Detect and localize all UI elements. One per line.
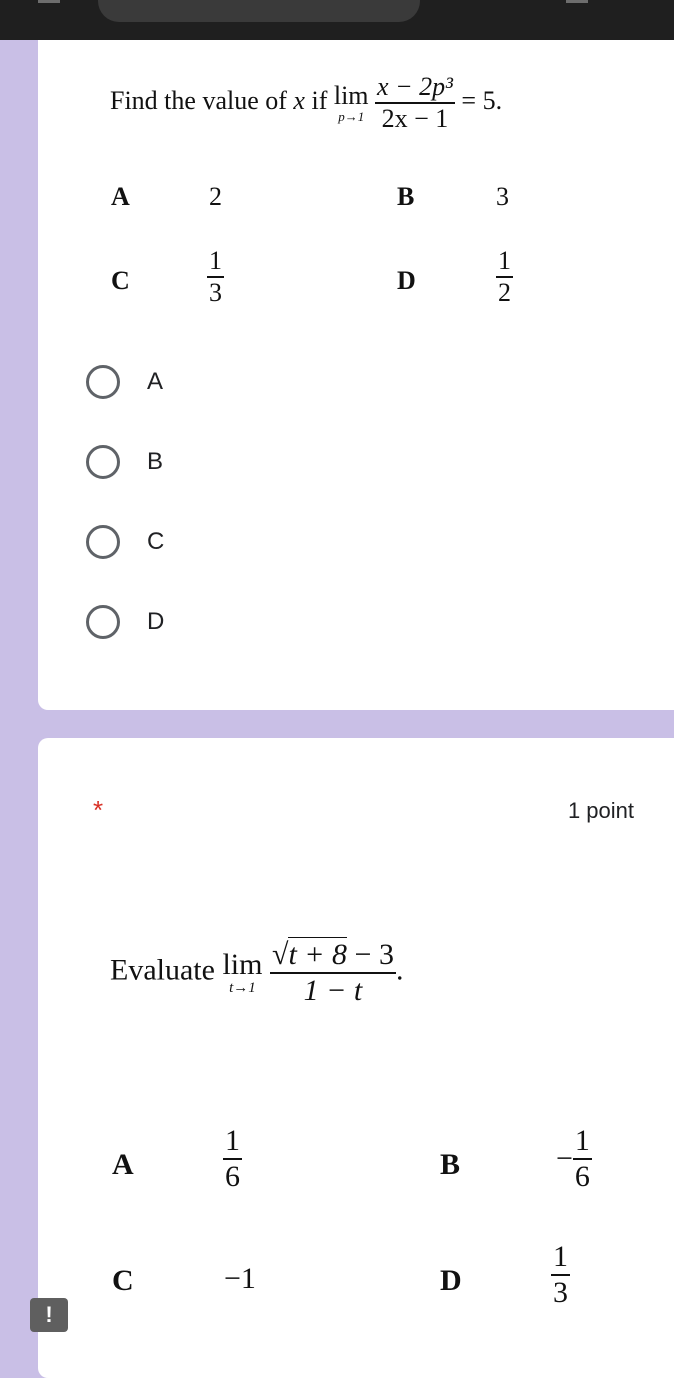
q2-prefix: Evaluate [110,953,215,987]
q2-numerator-rest: − 3 [354,938,394,971]
radio-button-b[interactable] [86,445,120,479]
q2-d-num: 1 [553,1240,568,1273]
radio-button-a[interactable] [86,365,120,399]
q2-limit [222,947,263,996]
q1-grid-letter-c: C [111,266,130,295]
q1-grid-value-a: 2 [209,182,222,211]
q2-a-den: 6 [225,1159,240,1193]
radio-label-c: C [147,528,165,555]
q2-b-num: 1 [574,1124,590,1157]
q2-b-den: 6 [574,1159,590,1193]
points-label: 1 point [567,798,634,823]
q1-grid-value-b: 3 [496,182,509,211]
q2-grid-value-b [556,1124,592,1194]
radio-option-b[interactable] [86,442,163,482]
q1-d-num: 1 [498,246,511,275]
q2-grid-letter-b: B [440,1148,461,1181]
q2-grid-letter-a: A [112,1148,134,1181]
q2-b-sign: − [556,1141,573,1175]
q1-c-num: 1 [209,246,222,275]
radio-button-d[interactable] [86,605,120,639]
q1-prefix: Find the value of [110,85,287,115]
q2-lim-word: lim [222,947,263,981]
q2-grid-letter-d: D [440,1264,462,1297]
top-bar [0,0,674,40]
q1-if: if [311,85,328,115]
q1-grid-value-d [496,246,513,308]
q2-grid-value-c: −1 [224,1262,256,1295]
q2-a-num: 1 [225,1124,240,1157]
q1-grid-letter-a: A [111,182,130,211]
radio-label-a: A [147,368,164,395]
q1-lim-sub: p→1 [338,108,365,124]
q1-question-text [110,72,502,134]
q2-denominator: 1 − t [303,973,363,1007]
q1-grid-letter-b: B [397,182,415,211]
radio-option-d[interactable] [86,602,164,642]
q2-grid-value-d [551,1240,570,1310]
top-bar-dash-right [566,0,588,3]
q1-grid-value-c [207,246,224,308]
radio-button-c[interactable] [86,525,120,559]
q1-c-den: 3 [209,277,222,307]
q1-limit [333,80,369,124]
q1-equals: = 5. [461,85,503,115]
radio-option-a[interactable] [86,362,163,402]
q2-period: . [395,953,404,987]
q2-grid-letter-c: C [112,1264,134,1297]
q2-question-text [110,938,403,1008]
q2-grid-value-a [223,1124,242,1194]
q2-lim-sub: t→1 [229,979,256,996]
radio-label-b: B [147,448,164,475]
q1-grid-letter-d: D [397,266,416,295]
top-bar-pill [98,0,420,22]
q1-d-den: 2 [498,277,511,307]
radio-option-c[interactable] [86,522,164,562]
q1-numerator: x − 2p³ [377,72,453,101]
q2-numerator: √t + 8 − 3 [271,938,394,971]
required-asterisk: * [93,795,104,825]
q1-fraction [375,72,455,134]
radio-label-d: D [147,608,165,635]
q1-lim-word: lim [333,80,369,110]
q2-fraction [270,938,396,1008]
warning-icon-glyph: ! [45,1302,53,1327]
q1-denominator: 2x − 1 [381,103,449,133]
q2-d-den: 3 [553,1275,568,1309]
top-bar-dash-left [38,0,60,3]
warning-icon[interactable] [30,1298,68,1332]
q2-root-content: t + 8 [288,938,348,971]
q1-var-x: x [293,85,305,115]
